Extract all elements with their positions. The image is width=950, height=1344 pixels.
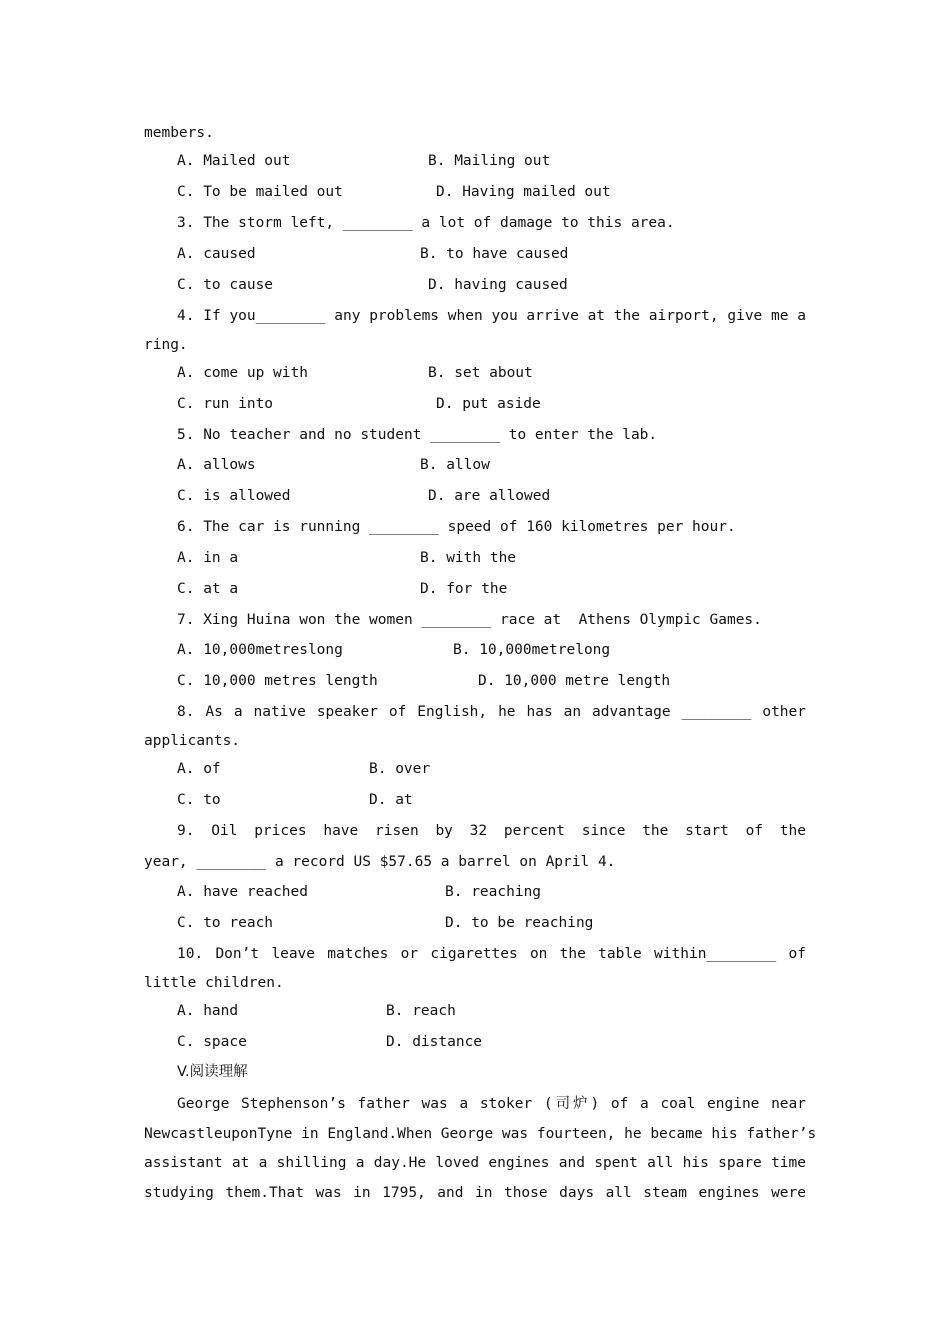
option-d: D. at: [369, 792, 413, 808]
question-8-cont: applicants.: [144, 733, 241, 749]
paragraph-line: assistant at a shilling a day.He loved engines and spent all his spare time: [144, 1155, 806, 1171]
question-6: 6. The car is running ________ speed of 160 kilometres per hour.: [177, 519, 736, 535]
option-d: D. distance: [386, 1034, 483, 1050]
option-a: A. Mailed out: [177, 153, 291, 169]
option-a: A. 10,000metreslong: [177, 642, 343, 658]
text-line: members.: [144, 125, 214, 141]
option-a: A. caused: [177, 246, 256, 262]
option-c: C. is allowed: [177, 488, 291, 504]
question-10-cont: little children.: [144, 975, 284, 991]
option-c: C. space: [177, 1034, 247, 1050]
option-d: D. for the: [420, 581, 508, 597]
question-4-cont: ring.: [144, 337, 188, 353]
option-a: A. come up with: [177, 365, 308, 381]
option-b: B. to have caused: [420, 246, 569, 262]
option-b: B. over: [369, 761, 431, 777]
option-c: C. run into: [177, 396, 274, 412]
question-10: 10. Don’t leave matches or cigarettes on the table within________ of: [177, 946, 806, 962]
option-a: A. in a: [177, 550, 239, 566]
option-b: B. allow: [420, 457, 490, 473]
option-d: D. Having mailed out: [436, 184, 611, 200]
option-d: D. are allowed: [428, 488, 551, 504]
option-b: B. Mailing out: [428, 153, 551, 169]
question-9-cont: year, ________ a record US $57.65 a barrel on April 4.: [144, 854, 616, 870]
option-c: C. To be mailed out: [177, 184, 343, 200]
question-4: 4. If you________ any problems when you arrive at the airport, give me a: [177, 308, 806, 324]
option-c: C. to cause: [177, 277, 274, 293]
option-b: B. with the: [420, 550, 517, 566]
paragraph-line: NewcastleuponTyne in England.When George was fourteen, he became his father’s: [144, 1126, 817, 1142]
option-d: D. to be reaching: [445, 915, 594, 931]
option-b: B. reach: [386, 1003, 456, 1019]
option-b: B. set about: [428, 365, 533, 381]
option-a: A. hand: [177, 1003, 239, 1019]
option-b: B. reaching: [445, 884, 542, 900]
question-3: 3. The storm left, ________ a lot of damage to this area.: [177, 215, 675, 231]
option-b: B. 10,000metrelong: [453, 642, 611, 658]
question-5: 5. No teacher and no student ________ to enter the lab.: [177, 427, 658, 443]
option-d: D. 10,000 metre length: [478, 673, 671, 689]
option-a: A. allows: [177, 457, 256, 473]
paragraph-line: George Stephenson’s father was a stoker (司炉) of a coal engine near: [177, 1096, 806, 1112]
section-heading: V.阅读理解: [177, 1064, 248, 1080]
option-c: C. to: [177, 792, 221, 808]
question-7: 7. Xing Huina won the women ________ race at Athens Olympic Games.: [177, 612, 762, 628]
option-a: A. of: [177, 761, 221, 777]
option-d: D. put aside: [436, 396, 541, 412]
option-a: A. have reached: [177, 884, 308, 900]
question-9: 9. Oil prices have risen by 32 percent since the start of the: [177, 823, 806, 839]
question-8: 8. As a native speaker of English, he has an advantage ________ other: [177, 704, 806, 720]
option-c: C. to reach: [177, 915, 274, 931]
option-c: C. 10,000 metres length: [177, 673, 378, 689]
paragraph-line: studying them.That was in 1795, and in those days all steam engines were: [144, 1185, 806, 1201]
option-c: C. at a: [177, 581, 239, 597]
option-d: D. having caused: [428, 277, 568, 293]
